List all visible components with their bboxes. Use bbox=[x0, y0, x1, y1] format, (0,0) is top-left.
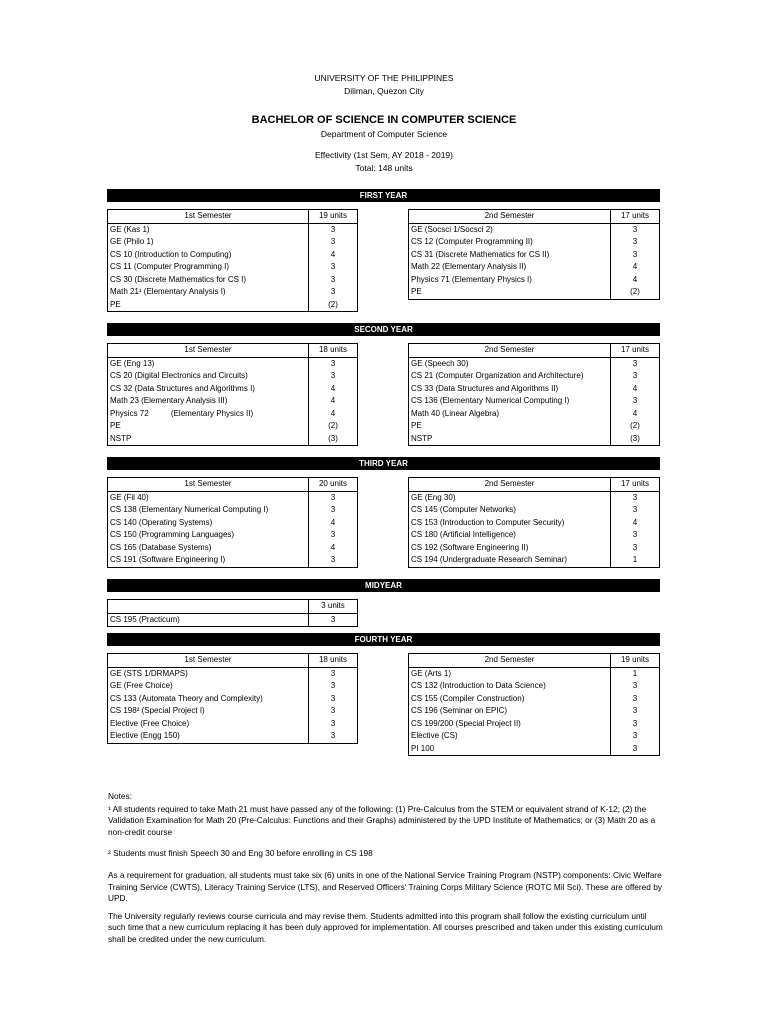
course-units: 3 bbox=[309, 261, 358, 274]
course-name: Math 23 (Elementary Analysis III) bbox=[110, 396, 228, 405]
course-name: CS 10 (Introduction to Computing) bbox=[110, 249, 232, 259]
campus-location: Diliman, Quezon City bbox=[344, 86, 424, 96]
course-name: CS 11 (Computer Programming I) bbox=[110, 262, 229, 271]
semester-label: 2nd Semester bbox=[409, 210, 611, 224]
course-units: 4 bbox=[309, 395, 358, 408]
course-units: 3 bbox=[309, 667, 358, 680]
course-row bbox=[108, 274, 358, 287]
semester-units: 20 units bbox=[309, 478, 358, 492]
course-units: (3) bbox=[611, 433, 660, 446]
course-name: CS 33 (Data Structures and Algorithms II) bbox=[411, 383, 559, 393]
semester-header-row bbox=[108, 210, 358, 224]
course-name: Elective (Free Choice) bbox=[110, 718, 190, 728]
course-units: 4 bbox=[309, 542, 358, 555]
course-name: PE bbox=[411, 421, 422, 430]
first-year-second-sem-table bbox=[408, 209, 660, 300]
course-row bbox=[108, 693, 358, 706]
course-units: (2) bbox=[309, 420, 358, 433]
course-name: CS 31 (Discrete Mathematics for CS II) bbox=[411, 249, 550, 259]
semester-header-row bbox=[409, 210, 660, 224]
course-units: 3 bbox=[611, 718, 660, 731]
program-title: BACHELOR OF SCIENCE IN COMPUTER SCIENCE bbox=[251, 114, 517, 126]
course-name: GE (Fil 40) bbox=[110, 492, 149, 502]
course-units: 3 bbox=[611, 705, 660, 718]
midyear-table bbox=[107, 599, 358, 627]
course-units: 3 bbox=[611, 730, 660, 743]
course-units: (3) bbox=[309, 433, 358, 446]
course-units: 3 bbox=[309, 370, 358, 383]
course-row bbox=[108, 357, 358, 370]
note-curriculum-review: The University regularly reviews course curricula and may revise them. Students admitted into this program shall follow the existing curriculum until such time that a new curriculum replacing it has been duly approved for implementation. All courses prescribed and taken under this existing curriculum shall be credited under the new curriculum. bbox=[108, 910, 663, 944]
course-units: 3 bbox=[309, 705, 358, 718]
course-name: CS 20 (Digital Electronics and Circuits) bbox=[110, 371, 248, 380]
course-row bbox=[108, 420, 358, 433]
course-name: CS 153 (Introduction to Computer Security) bbox=[411, 517, 565, 527]
course-name: Math 22 (Elementary Analysis II) bbox=[411, 262, 527, 271]
course-units: 3 bbox=[309, 357, 358, 370]
course-name: CS 199/200 (Special Project II) bbox=[411, 718, 521, 728]
course-units: 1 bbox=[611, 554, 660, 567]
course-row bbox=[409, 383, 660, 396]
course-name: Math 21¹ (Elementary Analysis I) bbox=[110, 287, 226, 296]
course-name: NSTP bbox=[110, 433, 132, 443]
semester-units: 17 units bbox=[611, 210, 660, 224]
course-row bbox=[409, 433, 660, 446]
semester-label: 1st Semester bbox=[108, 478, 309, 492]
note-1: ¹ All students required to take Math 21 must have passed any of the following: (1) Pre-Calculus from the STEM or equivalent strand of K-12; (2) the Validation Examination for Math 20 (Pre-Calculus: Functions and their Graphs) administered by the UPD Institute of Mathematics; or (3) Math 20 as a non-credit course bbox=[108, 803, 656, 837]
third-year-second-sem-table bbox=[408, 477, 660, 568]
third-year-header: THIRD YEAR bbox=[107, 457, 660, 470]
course-name: GE (Eng 30) bbox=[411, 492, 456, 502]
course-name: CS 140 (Operating Systems) bbox=[110, 517, 213, 527]
course-row bbox=[108, 249, 358, 262]
course-units: 3 bbox=[611, 395, 660, 408]
semester-units: 3 units bbox=[309, 600, 358, 614]
course-row bbox=[409, 286, 660, 299]
department-name: Department of Computer Science bbox=[320, 129, 448, 139]
course-row bbox=[108, 491, 358, 504]
course-row bbox=[409, 667, 660, 680]
semester-label bbox=[108, 600, 309, 614]
course-units: 3 bbox=[309, 529, 358, 542]
course-row bbox=[409, 357, 660, 370]
course-row bbox=[409, 395, 660, 408]
course-row bbox=[108, 370, 358, 383]
course-row bbox=[108, 542, 358, 555]
course-units: 3 bbox=[611, 504, 660, 517]
semester-label: 1st Semester bbox=[108, 654, 309, 668]
course-name: GE (Arts 1) bbox=[411, 668, 452, 678]
course-row bbox=[409, 249, 660, 262]
second-year-first-sem-table bbox=[107, 343, 358, 446]
course-units: 3 bbox=[309, 693, 358, 706]
note-2: ² Students must finish Speech 30 and Eng 30 before enrolling in CS 198 bbox=[108, 848, 373, 859]
course-name: GE (Eng 13) bbox=[110, 358, 155, 368]
course-row bbox=[108, 299, 358, 312]
course-name: CS 32 (Data Structures and Algorithms I) bbox=[110, 383, 255, 393]
course-name: CS 196 (Seminar on EPIC) bbox=[411, 706, 508, 715]
fourth-year-first-sem-table bbox=[107, 653, 358, 744]
semester-header-row bbox=[409, 478, 660, 492]
course-row bbox=[108, 223, 358, 236]
course-units: 3 bbox=[611, 680, 660, 693]
total-units: Total: 148 units bbox=[355, 163, 413, 173]
course-row bbox=[409, 718, 660, 731]
semester-label: 2nd Semester bbox=[409, 654, 611, 668]
university-name: UNIVERSITY OF THE PHILIPPINES bbox=[314, 73, 454, 83]
course-row bbox=[409, 680, 660, 693]
course-name: GE (Philo 1) bbox=[110, 237, 154, 246]
course-row bbox=[409, 408, 660, 421]
course-name: Physics 72 (Elementary Physics II) bbox=[110, 408, 254, 418]
course-name: GE (Free Choice) bbox=[110, 681, 173, 690]
course-units: 3 bbox=[611, 743, 660, 756]
course-units: 3 bbox=[611, 529, 660, 542]
course-name: Elective (Engg 150) bbox=[110, 731, 180, 740]
course-units: 3 bbox=[611, 357, 660, 370]
course-units: 3 bbox=[309, 730, 358, 743]
course-units: 3 bbox=[309, 223, 358, 236]
course-row bbox=[409, 274, 660, 287]
course-units: 4 bbox=[611, 261, 660, 274]
course-name: CS 132 (Introduction to Data Science) bbox=[411, 681, 546, 690]
course-units: 3 bbox=[611, 223, 660, 236]
note-nstp: As a requirement for graduation, all students must take six (6) units in one of the National Service Training Program (NSTP) components: Civic Welfare Training Service (CWTS), Literacy Training Service (LTS), and Reserved Officers' Training Corps Military Science (ROTC Mil Sci). These are offered by UPD. bbox=[108, 869, 662, 904]
course-row bbox=[409, 743, 660, 756]
semester-units: 19 units bbox=[309, 210, 358, 224]
course-name: CS 192 (Software Engineering II) bbox=[411, 542, 529, 552]
course-name: CS 195 (Practicum) bbox=[110, 614, 180, 624]
course-name: CS 150 (Programming Languages) bbox=[110, 530, 235, 539]
course-name: CS 155 (Compiler Construction) bbox=[411, 693, 525, 703]
course-name: CS 138 (Elementary Numerical Computing I) bbox=[110, 505, 269, 514]
course-row bbox=[409, 705, 660, 718]
course-units: 3 bbox=[309, 718, 358, 731]
course-row bbox=[409, 420, 660, 433]
second-year-header: SECOND YEAR bbox=[107, 323, 660, 336]
course-row bbox=[409, 261, 660, 274]
semester-label: 2nd Semester bbox=[409, 478, 611, 492]
course-row bbox=[108, 408, 358, 421]
semester-header-row bbox=[108, 600, 358, 614]
course-row bbox=[409, 223, 660, 236]
course-row bbox=[108, 680, 358, 693]
semester-header-row bbox=[108, 654, 358, 668]
course-units: 4 bbox=[309, 249, 358, 262]
course-units: 4 bbox=[611, 517, 660, 530]
course-name: CS 133 (Automata Theory and Complexity) bbox=[110, 693, 263, 703]
course-name: CS 21 (Computer Organization and Architecture) bbox=[411, 371, 584, 380]
course-units: (2) bbox=[611, 420, 660, 433]
course-row bbox=[409, 529, 660, 542]
course-name: Elective (CS) bbox=[411, 731, 458, 740]
semester-units: 19 units bbox=[611, 654, 660, 668]
course-name: PE bbox=[110, 421, 121, 430]
course-row bbox=[108, 730, 358, 743]
course-row bbox=[108, 554, 358, 567]
course-row bbox=[409, 693, 660, 706]
course-row bbox=[108, 613, 358, 627]
course-units: 4 bbox=[611, 408, 660, 421]
course-units: 3 bbox=[309, 491, 358, 504]
midyear-header: MIDYEAR bbox=[107, 579, 660, 592]
course-row bbox=[108, 705, 358, 718]
semester-units: 18 units bbox=[309, 344, 358, 358]
course-row bbox=[108, 286, 358, 299]
course-units: 1 bbox=[611, 667, 660, 680]
course-name: CS 12 (Computer Programming II) bbox=[411, 237, 533, 246]
course-name: CS 165 (Database Systems) bbox=[110, 542, 212, 552]
course-units: 3 bbox=[309, 554, 358, 567]
course-units: 3 bbox=[611, 236, 660, 249]
effectivity: Effectivity (1st Sem, AY 2018 - 2019) bbox=[315, 150, 453, 160]
semester-header-row bbox=[409, 344, 660, 358]
course-name: GE (Socsci 1/Socsci 2) bbox=[411, 224, 493, 234]
course-name: CS 145 (Computer Networks) bbox=[411, 505, 516, 514]
course-units: 3 bbox=[309, 236, 358, 249]
course-row bbox=[409, 517, 660, 530]
semester-header-row bbox=[108, 344, 358, 358]
course-row bbox=[409, 542, 660, 555]
first-year-header: FIRST YEAR bbox=[107, 189, 660, 202]
semester-label: 1st Semester bbox=[108, 210, 309, 224]
course-row bbox=[108, 667, 358, 680]
course-name: CS 180 (Artificial Intelligence) bbox=[411, 530, 516, 539]
course-units: 4 bbox=[309, 517, 358, 530]
course-units: 4 bbox=[309, 383, 358, 396]
course-row bbox=[108, 517, 358, 530]
second-year-second-sem-table bbox=[408, 343, 660, 446]
semester-header-row bbox=[108, 478, 358, 492]
semester-header-row bbox=[409, 654, 660, 668]
notes-heading: Notes: bbox=[108, 791, 132, 801]
course-row bbox=[409, 370, 660, 383]
course-name: GE (Speech 30) bbox=[411, 358, 469, 368]
course-name: PE bbox=[411, 287, 422, 296]
course-row bbox=[409, 236, 660, 249]
course-row bbox=[409, 491, 660, 504]
course-units: (2) bbox=[309, 299, 358, 312]
course-row bbox=[108, 433, 358, 446]
semester-label: 1st Semester bbox=[108, 344, 309, 358]
fourth-year-header: FOURTH YEAR bbox=[107, 633, 660, 646]
course-units: 3 bbox=[611, 491, 660, 504]
course-units: 3 bbox=[309, 274, 358, 287]
course-row bbox=[409, 554, 660, 567]
course-row bbox=[108, 383, 358, 396]
notes-section bbox=[108, 791, 663, 952]
course-units: 3 bbox=[611, 693, 660, 706]
semester-label: 2nd Semester bbox=[409, 344, 611, 358]
course-name: PI 100 bbox=[411, 743, 435, 753]
first-year-first-sem-table bbox=[107, 209, 358, 312]
third-year-first-sem-table bbox=[107, 477, 358, 568]
course-row bbox=[108, 395, 358, 408]
course-name: Math 40 (Linear Algebra) bbox=[411, 408, 500, 418]
course-row bbox=[108, 718, 358, 731]
course-units: 3 bbox=[611, 249, 660, 262]
course-name: NSTP bbox=[411, 433, 433, 443]
semester-units: 18 units bbox=[309, 654, 358, 668]
course-units: 3 bbox=[611, 370, 660, 383]
semester-units: 17 units bbox=[611, 344, 660, 358]
course-units: 3 bbox=[309, 286, 358, 299]
course-units: 3 bbox=[309, 504, 358, 517]
course-row bbox=[108, 261, 358, 274]
course-name: GE (Kas 1) bbox=[110, 224, 150, 234]
course-units: 4 bbox=[309, 408, 358, 421]
fourth-year-second-sem-table bbox=[408, 653, 660, 756]
course-row bbox=[108, 236, 358, 249]
course-units: 4 bbox=[611, 383, 660, 396]
course-name: Physics 71 (Elementary Physics I) bbox=[411, 274, 532, 284]
course-row bbox=[409, 504, 660, 517]
course-name: CS 30 (Discrete Mathematics for CS I) bbox=[110, 274, 247, 284]
course-units: 3 bbox=[309, 613, 358, 627]
course-units: (2) bbox=[611, 286, 660, 299]
course-name: CS 198² (Special Project I) bbox=[110, 706, 205, 715]
course-name: CS 191 (Software Engineering I) bbox=[110, 555, 226, 564]
course-row bbox=[108, 504, 358, 517]
semester-units: 17 units bbox=[611, 478, 660, 492]
course-units: 3 bbox=[611, 542, 660, 555]
course-units: 3 bbox=[309, 680, 358, 693]
course-row bbox=[108, 529, 358, 542]
course-name: CS 136 (Elementary Numerical Computing I) bbox=[411, 396, 570, 405]
course-units: 4 bbox=[611, 274, 660, 287]
course-row bbox=[409, 730, 660, 743]
course-name: PE bbox=[110, 299, 121, 309]
course-name: CS 194 (Undergraduate Research Seminar) bbox=[411, 555, 568, 564]
course-name: GE (STS 1/DRMAPS) bbox=[110, 668, 188, 678]
